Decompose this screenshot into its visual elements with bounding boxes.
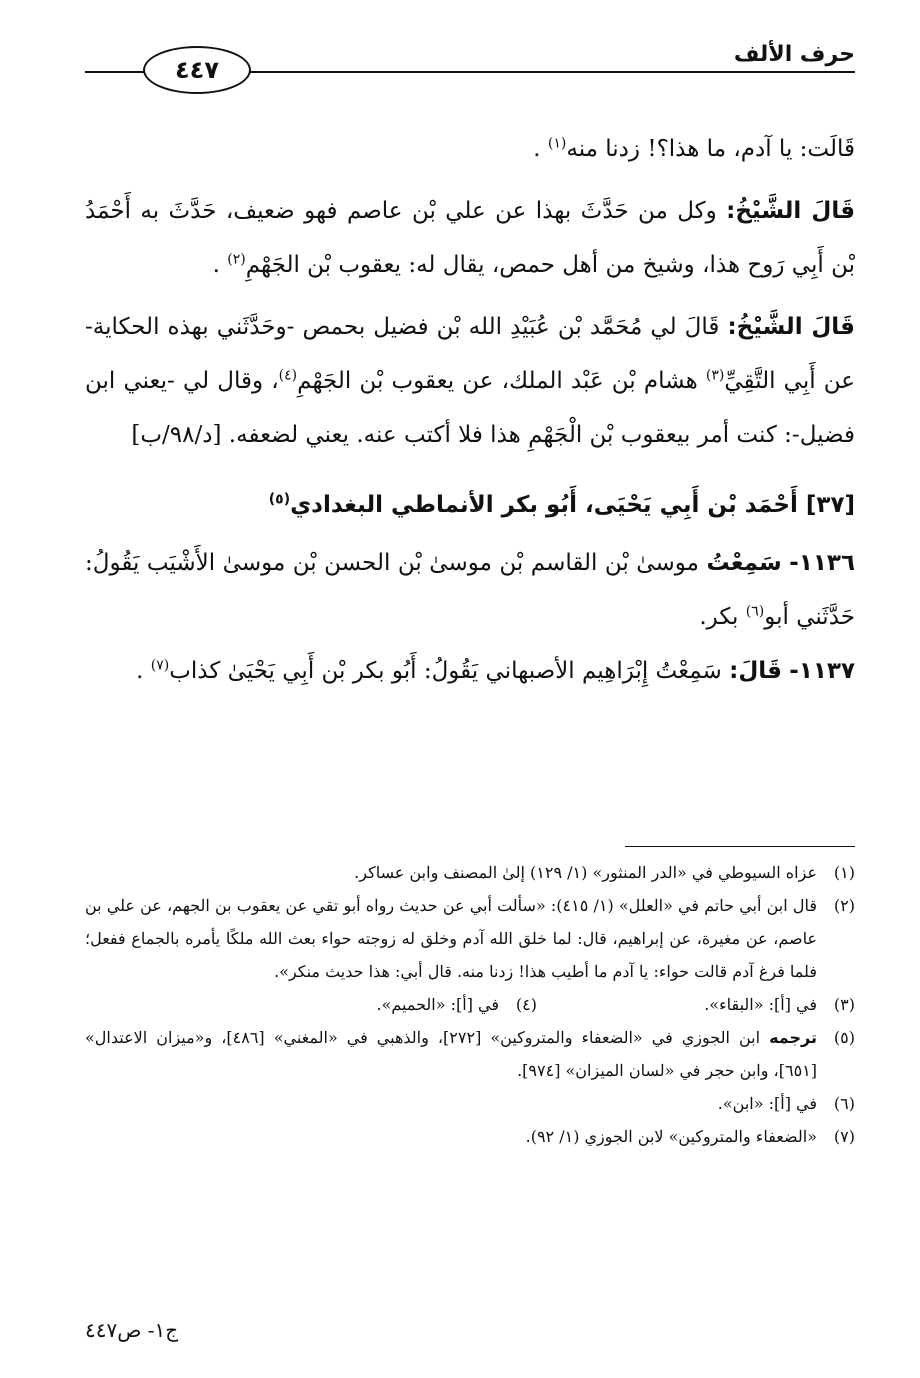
running-head: حرف الألف bbox=[733, 42, 855, 67]
paragraph-1: قَالَت: يا آدم، ما هذا؟! زدنا منه$^{(١)}$ . bbox=[533, 135, 855, 162]
volume-page-ref: ج١- ص٤٤٧ bbox=[85, 1318, 179, 1342]
footnote-2: (٢) قال ابن أبي حاتم في «العلل» (١/ ٤١٥): «سألت أبي عن حديث رواه أبو تقي عن يعقوب بن الجهم، عن علي بن عاصم، عن مغيرة، عن إبراهيم، قال: لما خلق الله آدم وخلق له زوجته حواء بعث الله ملكًا يأمره بالجماع ففعل؛ فلما فرغ آدم قالت حواء: يا آدم ما أطيب هذا! زدنا منه. قال أبي: هذا حديث منكر». bbox=[85, 896, 855, 981]
footnote-5: (٥) ترجمه ابن الجوزي في «الضعفاء والمتروكين» [٢٧٢]، والذهبي في «المغني» [٤٨٦]، و«ميزان الاعتدال» [٦٥١]، وابن حجر في «لسان الميزان» [٩٧٤]. bbox=[85, 1028, 855, 1080]
footnotes bbox=[85, 856, 855, 1153]
entry-heading: [٣٧] أَحْمَد بْن أَبِي يَحْيَى، أَبُو بكر الأنماطي البغدادي$^{(٥)}$ bbox=[268, 491, 855, 518]
manuscript-ref: [د/٩٨/ب] bbox=[131, 422, 222, 448]
footnote-ref-2: (٢) bbox=[227, 251, 246, 268]
page-number-oval bbox=[143, 46, 251, 94]
footnote-ref-3: (٣) bbox=[705, 367, 725, 384]
paragraph-lead: قَالَ الشَّيْخُ: bbox=[726, 198, 856, 224]
footnote-ref-7: (٧) bbox=[150, 657, 170, 674]
footnote-1: (١) عزاه السيوطي في «الدر المنثور» (١/ ١٢٩) إلىٰ المصنف وابن عساكر. bbox=[354, 863, 855, 882]
footnote-ref-1: (١) bbox=[547, 135, 567, 152]
footnote-separator bbox=[625, 846, 855, 847]
paragraph-4: ١١٣٦- سَمِعْتُ موسىٰ بْن القاسم بْن موسىٰ بْن الحسن بْن موسىٰ الأَشْيَب يَقُولُ: حَدَّثَني أبو$^{(٦)}$ بكر. bbox=[85, 550, 855, 630]
footnote-6: (٦) في [أ]: «ابن». bbox=[717, 1094, 855, 1113]
main-text bbox=[85, 122, 855, 698]
footnote-7: (٧) «الضعفاء والمتروكين» لابن الجوزي (١/ ٩٢). bbox=[525, 1127, 855, 1146]
footnote-3: في [أ]: «البقاء». bbox=[704, 995, 817, 1014]
paragraph-lead: قَالَ الشَّيْخُ: bbox=[727, 314, 855, 340]
footnote-ref-4: (٤) bbox=[278, 367, 298, 384]
paragraph-3: قَالَ الشَّيْخُ: قَالَ لي مُحَمَّد بْن عُبَيْدِ الله بْن فضيل بحمص -وحَدَّثَني بهذه الحكاية- عن أَبِي التَّقِيِّ$^{(٣)}$ هشام بْن عَبْد الملك، عن يعقوب بْن الجَهْمِ$^{(٤)}$، وقال لي -يعني ابن فضيل-: كنت أمر بيعقوب بْن الْجَهْمِ هذا فلا أكتب عنه. يعني لضعفه. [د/٩٨/ب] bbox=[85, 314, 855, 448]
footnote-ref-6: (٦) bbox=[745, 603, 765, 620]
footnote-3-4: (٣) في [أ]: «البقاء». (٤) في [أ]: «الحميم». bbox=[85, 988, 855, 1021]
report-number: ١١٣٦- bbox=[789, 550, 855, 576]
footnote-ref-5: (٥) bbox=[268, 491, 291, 508]
report-number: ١١٣٧- bbox=[789, 658, 855, 684]
footnote-4: في [أ]: «الحميم». bbox=[376, 995, 499, 1014]
paragraph-5: ١١٣٧- قَالَ: سَمِعْتُ إِبْرَاهِيم الأصبهاني يَقُولُ: أَبُو بكر بْن أَبِي يَحْيَىٰ كذاب$^{(٧)}$ . bbox=[136, 657, 855, 684]
paragraph-2: قَالَ الشَّيْخُ: وكل من حَدَّثَ بهذا عن علي بْن عاصم فهو ضعيف، حَدَّثَ به أَحْمَدُ بْن أَبِي رَوح هذا، وشيخ من أهل حمص، يقال له: يعقوب بْن الجَهْمِ$^{(٢)}$ . bbox=[85, 198, 856, 278]
page-number: ٤٤٧ bbox=[175, 56, 219, 84]
page-header bbox=[85, 40, 855, 100]
